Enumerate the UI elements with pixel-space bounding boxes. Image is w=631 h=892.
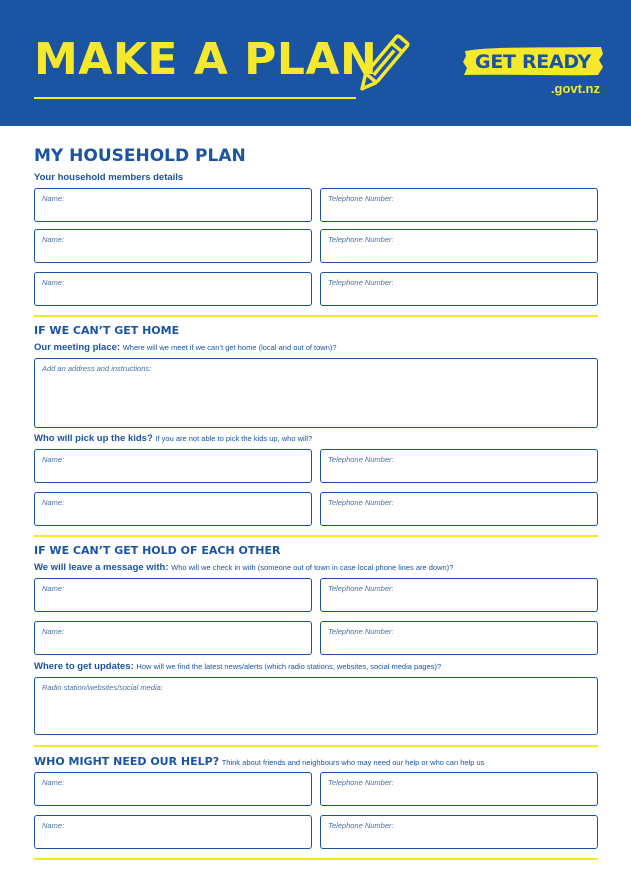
section-title-cant-get-home: IF WE CAN’T GET HOME [34, 324, 180, 337]
help-name-field[interactable]: Name: [34, 772, 312, 806]
message-question: We will leave a message with: Who will we check in with (someone out of town in case local phone lines are down)? [34, 562, 454, 573]
member-name-field[interactable]: Name: [34, 188, 312, 222]
member-name-input[interactable] [35, 189, 311, 221]
section-divider [34, 858, 598, 860]
message-telephone-field[interactable]: Telephone Number: [320, 578, 598, 612]
message-name-input[interactable] [35, 579, 311, 611]
page-title: MY HOUSEHOLD PLAN [34, 146, 246, 166]
message-name-field[interactable]: Name: [34, 578, 312, 612]
message-telephone-field[interactable]: Telephone Number: [320, 621, 598, 655]
help-name-input[interactable] [35, 773, 311, 805]
pickup-telephone-input[interactable] [321, 450, 597, 482]
updates-field[interactable]: Radio station/websites/social media: [34, 677, 598, 735]
member-telephone-field[interactable]: Telephone Number: [320, 272, 598, 306]
pickup-telephone-input[interactable] [321, 493, 597, 525]
meeting-place-question: Our meeting place: Where will we meet if we can’t get home (local and out of town)? [34, 342, 337, 353]
member-name-input[interactable] [35, 230, 311, 262]
message-name-field[interactable]: Name: [34, 621, 312, 655]
member-telephone-input[interactable] [321, 230, 597, 262]
help-telephone-input[interactable] [321, 816, 597, 848]
need-help-heading: WHO MIGHT NEED OUR HELP? Think about friends and neighbours who may need our help or who can help us [34, 755, 485, 768]
section-divider [34, 745, 598, 747]
message-telephone-input[interactable] [321, 579, 597, 611]
pickup-name-input[interactable] [35, 493, 311, 525]
member-name-field[interactable]: Name: [34, 272, 312, 306]
pickup-name-field[interactable]: Name: [34, 492, 312, 526]
meeting-place-input[interactable] [35, 359, 597, 427]
help-telephone-field[interactable]: Telephone Number: [320, 815, 598, 849]
member-name-field[interactable]: Name: [34, 229, 312, 263]
member-telephone-input[interactable] [321, 273, 597, 305]
logo-domain: .govt.nz [550, 81, 600, 96]
message-name-input[interactable] [35, 622, 311, 654]
meeting-place-field[interactable]: Add an address and instructions: [34, 358, 598, 428]
section-divider [34, 535, 598, 537]
help-name-input[interactable] [35, 816, 311, 848]
section-title-cant-get-hold: IF WE CAN’T GET HOLD OF EACH OTHER [34, 544, 281, 557]
help-telephone-field[interactable]: Telephone Number: [320, 772, 598, 806]
header-underline [34, 97, 356, 99]
member-telephone-input[interactable] [321, 189, 597, 221]
pickup-question: Who will pick up the kids? If you are not able to pick the kids up, who will? [34, 433, 313, 444]
member-name-input[interactable] [35, 273, 311, 305]
pickup-name-field[interactable]: Name: [34, 449, 312, 483]
pencil-icon [350, 30, 414, 100]
get-ready-logo [462, 45, 604, 77]
help-telephone-input[interactable] [321, 773, 597, 805]
pickup-telephone-field[interactable]: Telephone Number: [320, 492, 598, 526]
header-banner [0, 0, 631, 126]
header-title: MAKE A PLAN [34, 34, 378, 85]
members-heading: Your household members details [34, 172, 184, 183]
pickup-telephone-field[interactable]: Telephone Number: [320, 449, 598, 483]
section-title-need-help: WHO MIGHT NEED OUR HELP? [34, 755, 220, 768]
member-telephone-field[interactable]: Telephone Number: [320, 188, 598, 222]
section-divider [34, 315, 598, 317]
logo-text: GET READY [475, 51, 591, 73]
updates-question: Where to get updates: How will we find the latest news/alerts (which radio stations, websites, social media pages)? [34, 661, 442, 672]
updates-input[interactable] [35, 678, 597, 734]
help-name-field[interactable]: Name: [34, 815, 312, 849]
message-telephone-input[interactable] [321, 622, 597, 654]
pickup-name-input[interactable] [35, 450, 311, 482]
member-telephone-field[interactable]: Telephone Number: [320, 229, 598, 263]
